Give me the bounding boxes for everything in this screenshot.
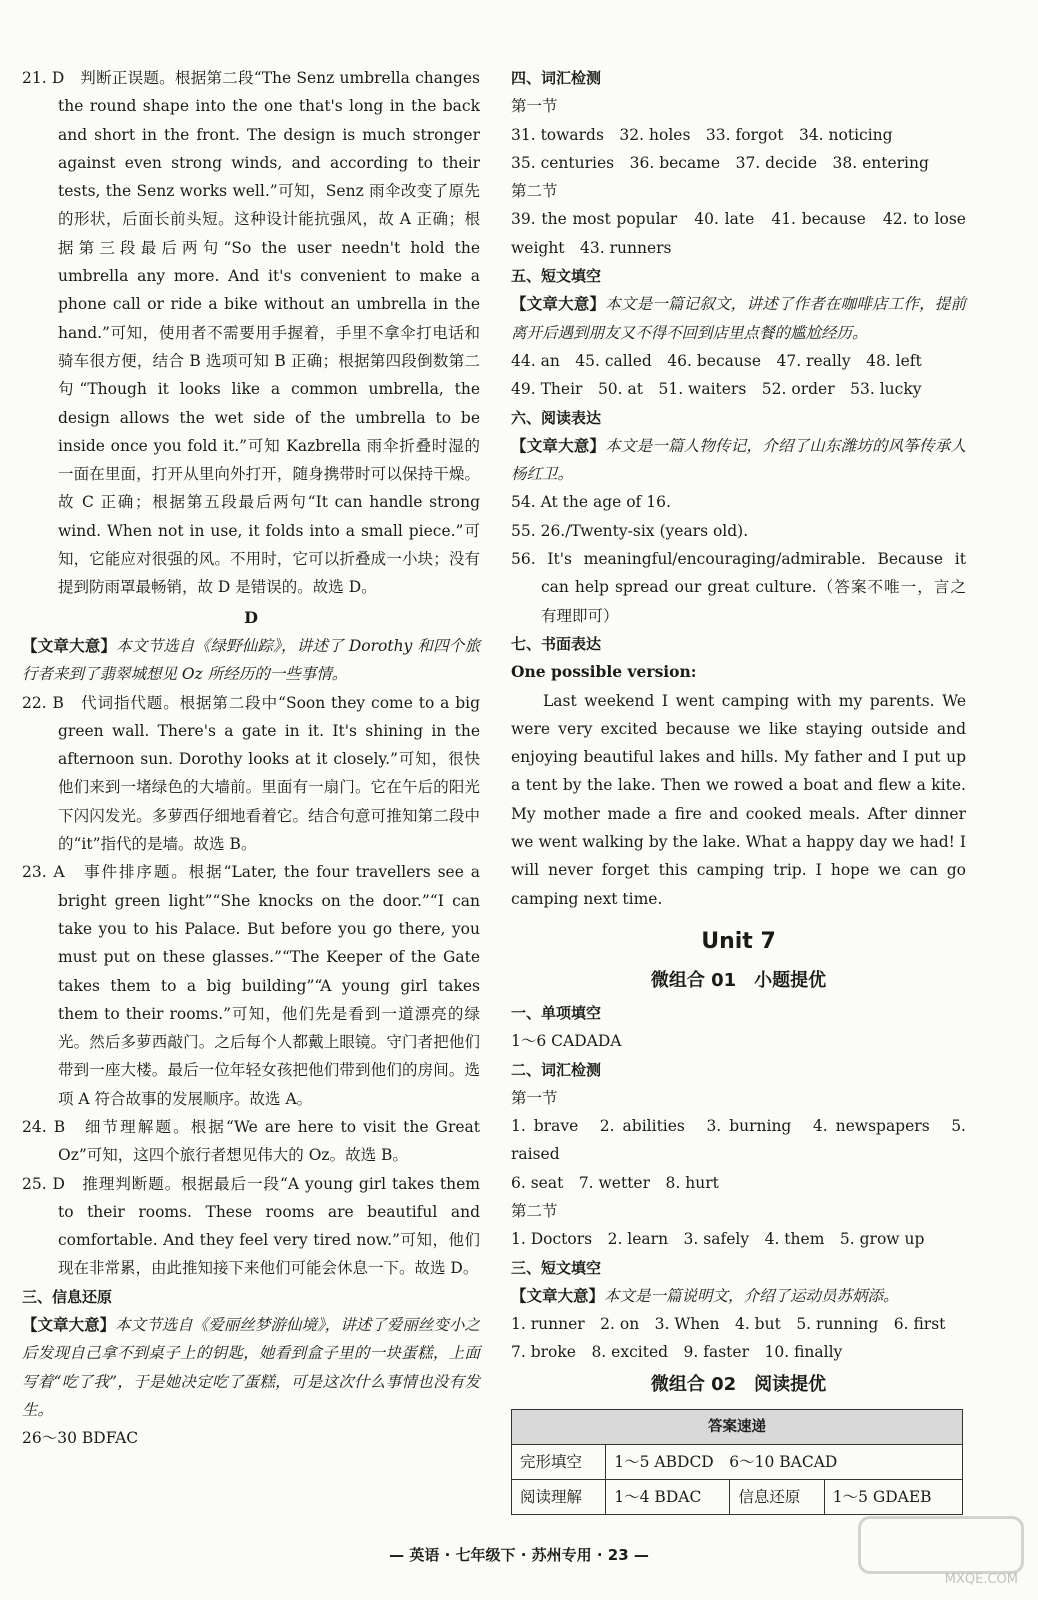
answer-23: 23. A 事件排序题。根据“Later, the four travellers see a bright green light”“She knocks on the door.”“I can take you to his Palace. But before you go there, you must put on these glasses.”“The Keeper of the Gate takes them to a big building”“A young girl takes them to their rooms.”可知，他们先是看到一道漂亮的绿光。然后多萝西敲门。之后每个人都戴上眼镜。守门者把他们带到一座大楼。最后一位年轻女孩把他们带到他们的房间。选项 A 符合故事的发展顺序。故选 A。 [22, 863, 480, 1108]
table-label: 阅读理解 [512, 1479, 606, 1514]
table-header: 答案速递 [512, 1409, 963, 1444]
answers-31-34: 31. towards 32. holes 33. forgot 34. noticing [511, 125, 893, 144]
section-d-summary [22, 632, 480, 689]
page-footer: — 英语 · 七年级下 · 苏州专用 · 23 — [389, 1546, 649, 1564]
sample-essay: Last weekend I went camping with my parents. We were very excited because we like staying outside and enjoying beautiful lakes and hills. My father and I put up a tent by the lake. Then we rowed a boat and flew a kite. My mother made a fire and cooked meals. After dinner we went walking by the lake. What a happy day we had! I will never forget this camping trip. I hope we can go camping next time. [511, 691, 966, 908]
answer-56: 56. It's meaningful/encouraging/admirable. Because it can help spread our great culture.（答案不唯一，言之有理即可） [511, 550, 966, 625]
g1-section-3-title: 三、短文填空 [511, 1258, 602, 1277]
answers-39-43: 39. the most popular 40. late 41. because 42. to lose weight 43. runners [511, 210, 966, 257]
possible-version-label: One possible version: [511, 662, 697, 682]
table-row [512, 1479, 963, 1514]
section-d-heading: D [244, 607, 258, 627]
table-value: 1～4 BDAC [606, 1479, 730, 1514]
answers-44-48: 44. an 45. called 46. because 47. really 48. left [511, 351, 922, 370]
g1-vocab-line-1: 1. brave 2. abilities 3. burning 4. newspapers 5. raised [511, 1117, 966, 1164]
section-4-title: 四、词汇检测 [511, 69, 602, 87]
summary-text: 本文节选自《爱丽丝梦游仙境》，讲述了爱丽丝变小之后发现自己拿不到桌子上的钥匙，她看到盒子里的一块蛋糕，上面写着“吃了我”，于是她决定吃了蛋糕，可是这次什么事情也没有发生。 [22, 1316, 480, 1419]
group-02-title: 微组合 02 阅读提优 [650, 1373, 827, 1395]
summary-tag: 【文章大意】 [22, 635, 117, 655]
unit-title: Unit 7 [701, 928, 776, 954]
summary-tag: 【文章大意】 [511, 294, 606, 314]
answers-49-53: 49. Their 50. at 51. waiters 52. order 53. lucky [511, 380, 922, 399]
section-6-title: 六、阅读表达 [511, 408, 602, 427]
g1-cloze-line-2: 7. broke 8. excited 9. faster 10. finally [511, 1343, 843, 1362]
g1-part-1-label: 第一节 [511, 1088, 558, 1107]
g1-part-2-label: 第二节 [511, 1201, 558, 1220]
section-3-summary [22, 1311, 480, 1424]
part-1-label: 第一节 [511, 97, 558, 116]
answer-22: 22. B 代词指代题。根据第二段中“Soon they come to a big green wall. There's a gate in it. It's shining in the afternoon sun. Dorothy looks at it closely.”可知，很快他们来到一堵绿色的大墙前。里面有一扇门。它在午后的阳光下闪闪发光。多萝西仔细地看着它。结合句意可推知第二段中的“it”指代的是墙。故选 B。 [22, 693, 480, 854]
summary-tag: 【文章大意】 [511, 435, 606, 455]
table-value: 1～5 ABDCD 6～10 BACAD [606, 1444, 963, 1479]
answer-25: 25. D 推理判断题。根据最后一段“A young girl takes them to their rooms. These rooms are beautiful and comfortable. And they feel very tired now.”可知，他们现在非常累，由此推知接下来他们可能会休息一下。故选 D。 [22, 1174, 480, 1278]
section-7-title: 七、书面表达 [511, 634, 602, 653]
table-label: 信息还原 [730, 1479, 824, 1514]
summary-tag: 【文章大意】 [511, 1285, 605, 1305]
part-2-label: 第二节 [511, 182, 558, 201]
g1-section-3-summary [511, 1282, 966, 1310]
table-row [512, 1409, 963, 1444]
answer-24: 24. B 细节理解题。根据“We are here to visit the Great Oz”可知，这四个旅行者想见伟大的 Oz。故选 B。 [22, 1117, 480, 1165]
right-column [511, 64, 966, 1515]
answers-35-38: 35. centuries 36. became 37. decide 38. entering [511, 153, 929, 172]
answer-54: 54. At the age of 16. [511, 493, 671, 512]
summary-tag: 【文章大意】 [22, 1315, 116, 1335]
table-value: 1～5 GDAEB [824, 1479, 962, 1514]
g1-section-1-title: 一、单项填空 [511, 1003, 602, 1022]
table-label: 完形填空 [512, 1444, 606, 1479]
summary-text: 本文是一篇说明文，介绍了运动员苏炳添。 [604, 1286, 899, 1305]
answer-55: 55. 26./Twenty-six (years old). [511, 521, 749, 540]
g1-section-2-title: 二、词汇检测 [511, 1060, 602, 1079]
left-column [22, 64, 480, 1453]
section-5-title: 五、短文填空 [511, 267, 602, 286]
answer-26-30: 26～30 BDFAC [22, 1429, 139, 1448]
group-01-title: 微组合 01 小题提优 [650, 969, 827, 991]
watermark-logo [854, 1516, 1024, 1594]
summary-text: 本文是一篇记叙文，讲述了作者在咖啡店工作，提前离开后遇到朋友又不得不回到店里点餐的尴尬经历。 [511, 295, 966, 342]
g1-vocab-line-3: 1. Doctors 2. learn 3. safely 4. them 5. grow up [511, 1230, 925, 1249]
watermark-text: MXQE.COM [944, 1571, 1018, 1587]
summary-text: 本文节选自《绿野仙踪》，讲述了 Dorothy 和四个旅行者来到了翡翠城想见 Oz 所经历的一些事情。 [22, 636, 480, 684]
summary-text: 本文是一篇人物传记，介绍了山东潍坊的风筝传承人杨红卫。 [511, 436, 966, 484]
g1-answers-1-6: 1～6 CADADA [511, 1032, 622, 1051]
section-6-summary [511, 432, 966, 489]
section-3-title: 三、信息还原 [22, 1287, 113, 1306]
quick-answer-table [511, 1409, 963, 1515]
section-5-summary [511, 290, 966, 347]
g1-vocab-line-2: 6. seat 7. wetter 8. hurt [511, 1173, 719, 1192]
g1-cloze-line-1: 1. runner 2. on 3. When 4. but 5. running 6. first [511, 1315, 946, 1334]
table-row [512, 1444, 963, 1479]
answer-21: 21. D 判断正误题。根据第二段“The Senz umbrella changes the round shape into the one that's long in the back and short in the front. The design is much stronger against even strong winds, and according to their tests, the Senz works well.”可知，Senz 雨伞改变了原先的形状，后面长前头短。这种设计能抗强风，故 A 正确；根据第三段最后两句“So the user needn't hold the umbrella any more. And it's convenient to make a phone call or ride a bike without an umbrella in the hand.”可知，使用者不需要用手握着，手里不拿伞打电话和骑车很方便，结合 B 选项可知 B 正确；根据第四段倒数第二句“Though it looks like a common umbrella, the design allows the wet side of the umbrella to be inside once you fold it.”可知 Kazbrella 雨伞折叠时湿的一面在里面，打开从里向外打开，随身携带时可以保持干燥。故 C 正确；根据第五段最后两句“It can handle strong wind. When not in use, it folds into a small piece.”可知，它能应对很强的风。不用时，它可以折叠成一小块；没有提到防雨罩最畅销，故 D 是错误的。故选 D。 [22, 69, 480, 597]
